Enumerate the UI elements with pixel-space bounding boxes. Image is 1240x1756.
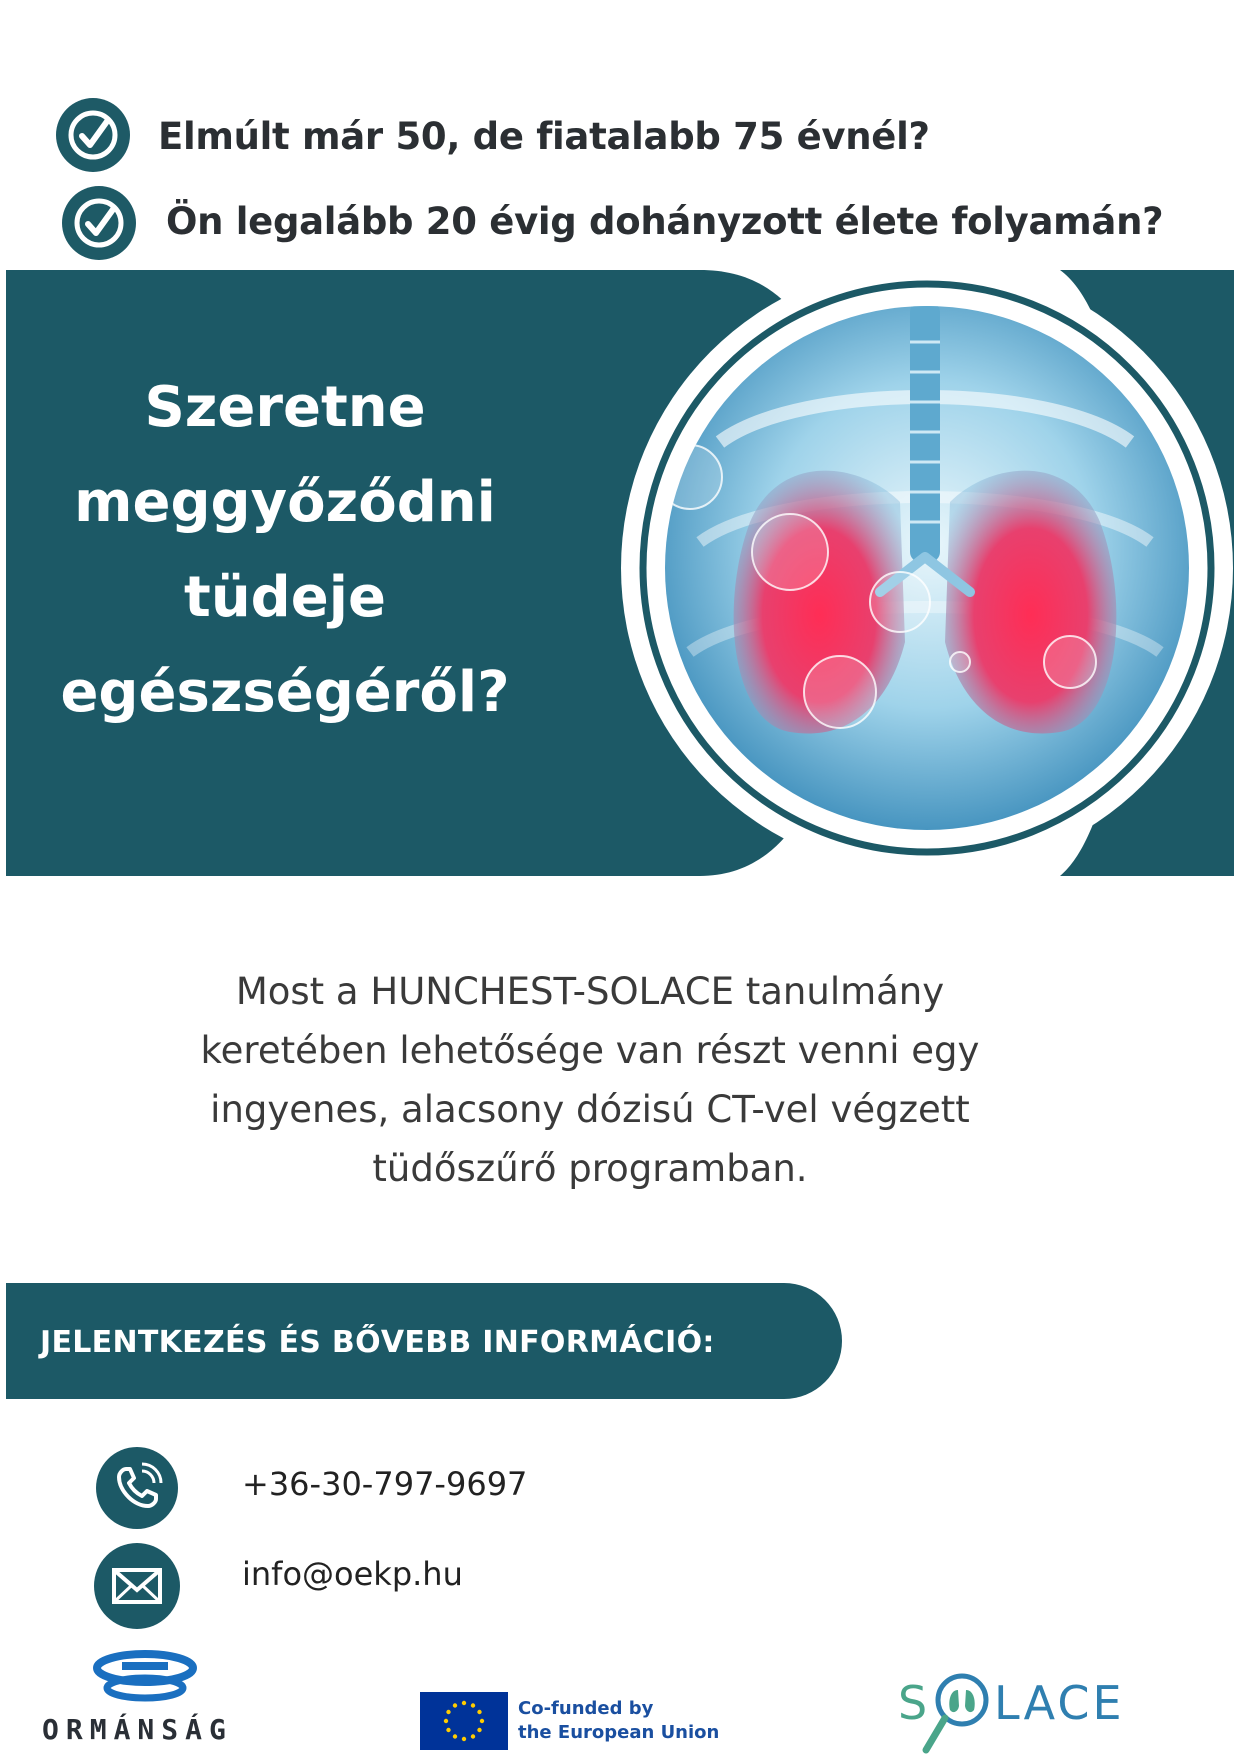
envelope-icon <box>94 1543 180 1629</box>
ormansag-emblem-icon <box>92 1648 198 1704</box>
body-line: keretében lehetősége van részt venni egy <box>200 1029 980 1072</box>
solace-wordmark: LACE <box>994 1676 1125 1730</box>
eu-text-line2: the European Union <box>518 1722 720 1743</box>
body-line: Most a HUNCHEST-SOLACE tanulmány <box>235 970 945 1013</box>
eu-text-line1: Co-funded by <box>518 1698 654 1719</box>
solace-s: S <box>898 1676 928 1730</box>
question-age: Elmúlt már 50, de fiatalabb 75 évnél? <box>158 115 930 158</box>
headline-line: Szeretne <box>144 375 426 440</box>
info-heading: JELENTKEZÉS ÉS BŐVEBB INFORMÁCIÓ: <box>40 1325 715 1360</box>
headline-line: meggyőződni <box>74 470 496 535</box>
headline-line: tüdeje <box>184 565 386 630</box>
phone-number[interactable]: +36-30-797-9697 <box>242 1465 528 1503</box>
headline-line: egészségéről? <box>60 660 510 725</box>
eu-flag-icon <box>420 1692 508 1750</box>
check-circle-icon <box>56 98 130 172</box>
email-address[interactable]: info@oekp.hu <box>242 1555 463 1593</box>
body-line: ingyenes, alacsony dózisú CT-vel végzett <box>210 1088 970 1131</box>
phone-icon <box>96 1447 178 1529</box>
body-line: tüdőszűrő programban. <box>372 1147 808 1190</box>
ormansag-wordmark: ORMÁNSÁG <box>42 1713 233 1746</box>
magnifier-lungs-icon <box>918 1670 998 1756</box>
question-smoking: Ön legalább 20 évig dohányzott élete folyamán? <box>166 200 1164 243</box>
check-circle-icon <box>62 186 136 260</box>
study-description <box>110 962 1070 1198</box>
